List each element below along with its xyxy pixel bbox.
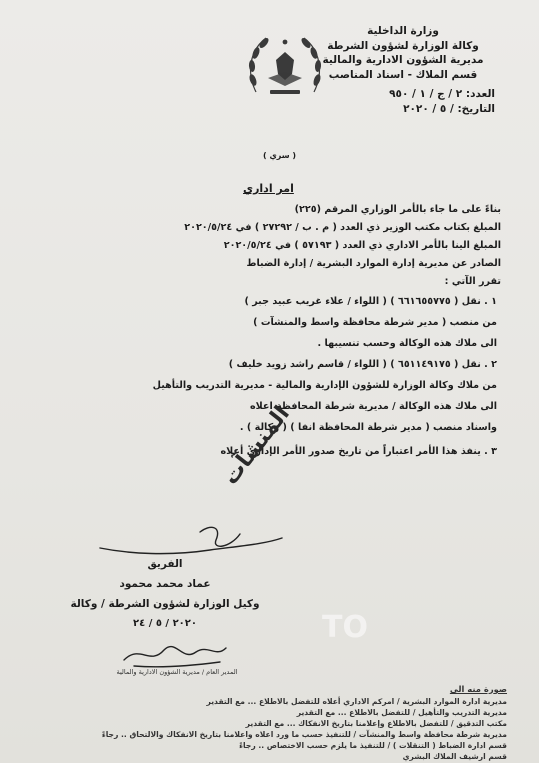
handwritten-signature-icon (120, 636, 230, 670)
body-line: تقرر الآتي : (444, 276, 501, 287)
document-date: التاريخ: / ٥ / ٢٠٢٠ (403, 103, 495, 115)
copy-recipient: قسم ارشيف الملاك البشري (402, 752, 507, 761)
letterhead-line: وكالة الوزارة لشؤون الشرطة (327, 39, 479, 52)
copies-heading: صورة منه الى (449, 684, 507, 694)
order-item: ٣ . ينفذ هذا الأمر اعتباراً من تاريخ صدور الأمر الإداري أعلاه (220, 446, 497, 457)
order-item: ١ . نقل ( ٦٦١٦٥٥٧٧٥ ) ( اللواء / علاء غريب عبيد جبر ) (244, 296, 497, 307)
order-item: الى ملاك هذه الوكالة / مديرية شرطة المحافظة اعلاه (249, 401, 497, 412)
order-item: الى ملاك هذه الوكالة وحسب تنسيبها . (317, 338, 497, 349)
order-item: من منصب ( مدير شرطة محافظة واسط والمنشآت ) (253, 317, 497, 328)
handwritten-signature-caption: المدير العام / مديرية الشؤون الادارية والمالية (116, 668, 238, 676)
letterhead (303, 24, 503, 82)
signature-date: ٢٠٢٠ / ٥ / ٢٤ (133, 618, 197, 629)
order-item: ٢ . نقل ( ٦٥١١٤٩١٧٥ ) ( اللواء / قاسم راشد زويد خليف ) (228, 359, 497, 370)
copy-recipient: قسم ادارة الضباط ( التنقلات ) / للتنفيذ ما يلزم حسب الاختصاص .. رجاءً (239, 741, 507, 750)
copy-recipient: مديرية ادارة الموارد البشرية / امركم الاداري أعلاه للتفضل بالاطلاع ... مع التقدير (206, 697, 507, 706)
order-item: واسناد منصب ( مدير شرطة المحافظة انفا ) ( وكالة ) . (239, 422, 497, 433)
order-item: من ملاك وكالة الوزارة للشؤون الإدارية والمالية - مديرية التدريب والتأهيل (152, 380, 497, 391)
body-line: المبلغ الينا بالأمر الاداري ذي العدد ( ٥٧١٩٣ ) في ٢٠٢٠/٥/٢٤ (223, 240, 501, 251)
handwritten-stamp: المنشآت (218, 401, 295, 490)
body-line: الصادر عن مديرية إدارة الموارد البشرية / إدارة الضباط (246, 258, 501, 269)
body-line: المبلغ بكتاب مكتب الوزير ذي العدد ( م . ب / ٢٧٢٩٢ ) في ٢٠٢٠/٥/٢٤ (184, 222, 501, 233)
copy-recipient: مديرية التدريب والتأهيل / للتفضل بالاطلاع ... مع التقدير (296, 708, 507, 717)
watermark: TO (322, 610, 368, 645)
letterhead-line: وزارة الداخلية (367, 25, 439, 37)
signatory-name: عماد محمد محمود (119, 578, 211, 590)
signatory-rank: الفريق (147, 558, 183, 570)
police-emblem-icon (244, 28, 326, 108)
signatory-position: وكيل الوزارة لشؤون الشرطة / وكالة (70, 598, 260, 610)
letterhead-line: قسم الملاك - اسناد المناصب (328, 68, 478, 81)
letterhead-line: مديرية الشؤون الادارية والمالية (322, 54, 484, 66)
copy-recipient: مديرية شرطة محافظة واسط والمنشآت / للتنفيذ حسب ما ورد اعلاه واعلامنا بتاريخ الانفكاك والالتحاق .. رجاءً (101, 730, 507, 739)
document-number: العدد: ٢ / ج / ١ / ٩٥٠ (389, 88, 495, 100)
classification-label: ( سري ) (263, 151, 297, 160)
order-title: امر اداري (243, 182, 294, 195)
body-line: بناءً على ما جاء بالأمر الوزاري المرقم (٢٢٥) (294, 204, 501, 215)
signature-scribble-icon (90, 520, 290, 560)
copy-recipient: مكتب التدقيق / للتفضل بالاطلاع وإعلامنا بتاريخ الانفكاك ... مع التقدير (245, 719, 507, 728)
